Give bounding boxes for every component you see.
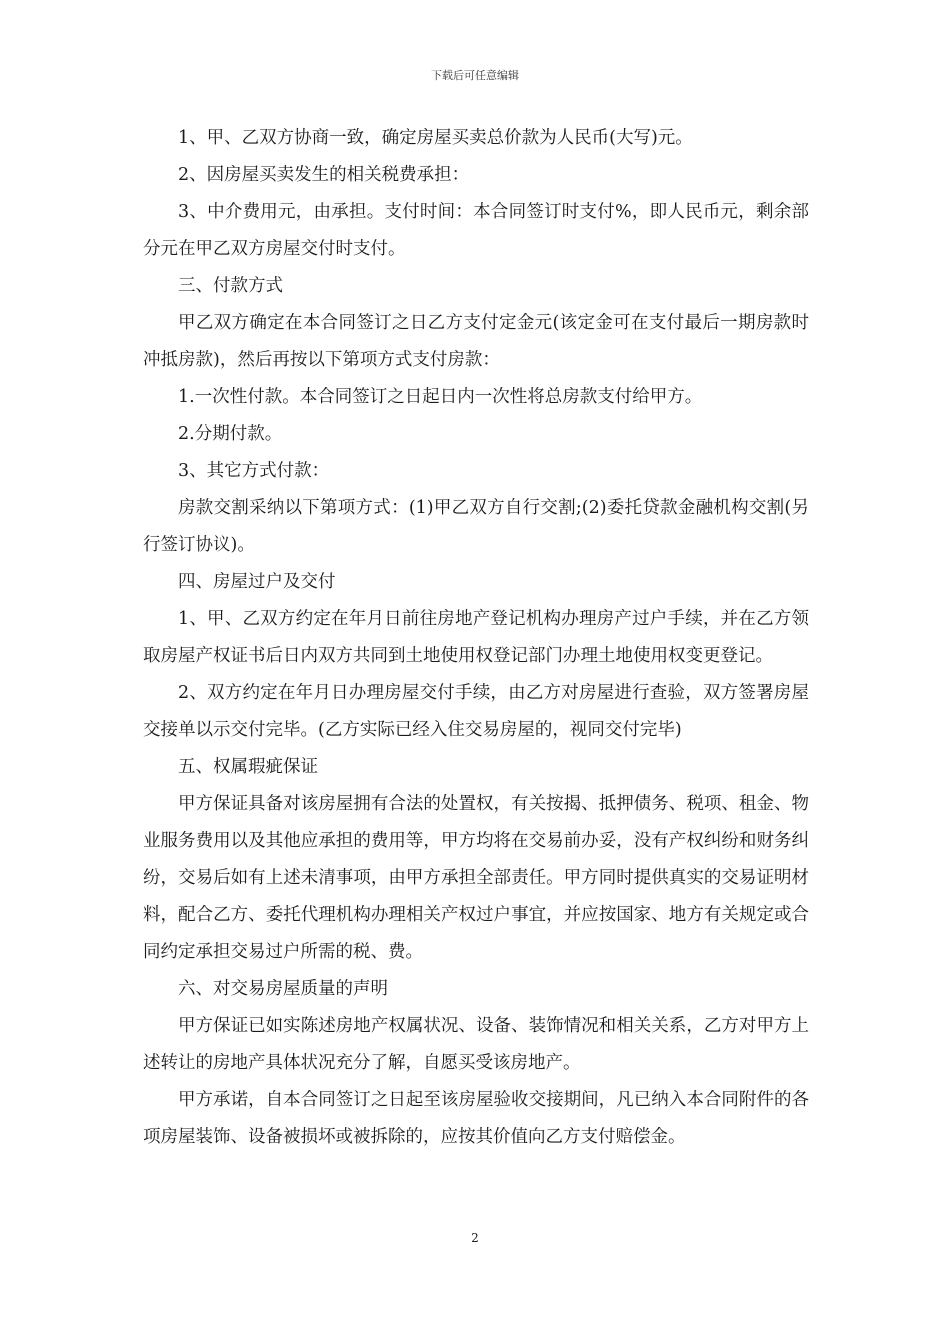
clause-transfer-registration: 1、甲、乙双方约定在年月日前往房地产登记机构办理房产过户手续，并在乙方领取房屋产权证书后日内双方共同到土地使用权登记部门办理土地使用权变更登记。 <box>143 609 809 666</box>
clause-deposit: 甲乙双方确定在本合同签订之日乙方支付定金元(该定金可在支付最后一期房款时冲抵房款)，然后再按以下第项方式支付房款： <box>143 313 809 370</box>
section-heading-transfer: 四、房屋过户及交付 <box>178 572 336 592</box>
page-header: 下载后可任意编辑 <box>431 69 519 82</box>
clause-title-warranty: 甲方保证具备对该房屋拥有合法的处置权，有关按揭、抵押债务、税项、租金、物业服务费用以及其他应承担的费用等，甲方均将在交易前办妥，没有产权纠纷和财务纠纷，交易后如有上述未清事项，由甲方承担全部责任。甲方同时提供真实的交易证明材料，配合乙方、委托代理机构办理相关产权过户事宜，并应按国家、地方有关规定或合同约定承担交易过户所需的税、费。 <box>143 794 809 962</box>
clause-settlement: 房款交割采纳以下第项方式：(1)甲乙双方自行交割;(2)委托贷款金融机构交割(另行签订协议)。 <box>143 498 809 555</box>
page-number: 2 <box>471 1231 479 1245</box>
clause-quality-statement: 甲方保证已如实陈述房地产权属状况、设备、装饰情况和相关关系，乙方对甲方上述转让的房地产具体状况充分了解，自愿买受该房地产。 <box>143 1016 809 1073</box>
clause-lump-sum: 1.一次性付款。本合同签订之日起日内一次性将总房款支付给甲方。 <box>178 387 703 407</box>
section-heading-payment: 三、付款方式 <box>178 276 283 296</box>
clause-damage-compensation: 甲方承诺，自本合同签订之日起至该房屋验收交接期间，凡已纳入本合同附件的各项房屋装饰、设备被损坏或被拆除的，应按其价值向乙方支付赔偿金。 <box>143 1090 809 1147</box>
clause-price: 1、甲、乙双方协商一致，确定房屋买卖总价款为人民币(大写)元。 <box>178 128 693 148</box>
clause-handover: 2、双方约定在年月日办理房屋交付手续，由乙方对房屋进行查验，双方签署房屋交接单以示交付完毕。(乙方实际已经入住交易房屋的，视同交付完毕) <box>143 683 809 740</box>
clause-taxes: 2、因房屋买卖发生的相关税费承担： <box>178 165 470 185</box>
section-heading-title-warranty: 五、权属瑕疵保证 <box>178 757 318 777</box>
clause-installment: 2.分期付款。 <box>178 424 283 444</box>
document-body <box>143 120 809 1156</box>
section-heading-quality: 六、对交易房屋质量的声明 <box>178 979 388 999</box>
clause-agency-fee: 3、中介费用元，由承担。支付时间：本合同签订时支付%，即人民币元，剩余部分元在甲乙双方房屋交付时支付。 <box>143 202 809 259</box>
clause-other-payment: 3、其它方式付款： <box>178 461 330 481</box>
